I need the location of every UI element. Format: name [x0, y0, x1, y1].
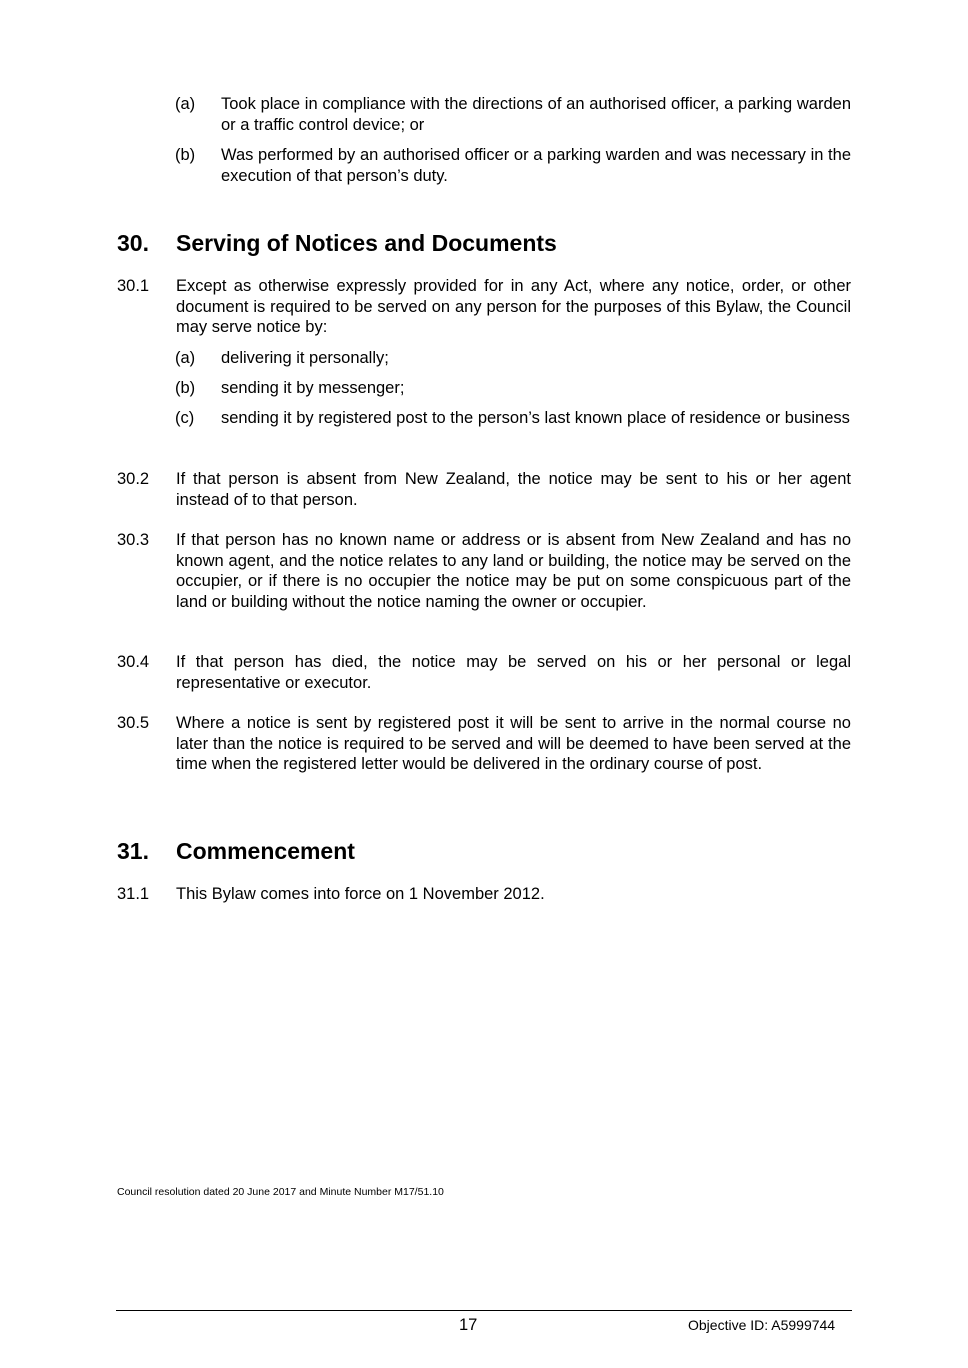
clause-number: 30.5: [117, 714, 150, 732]
item-label: (c): [175, 409, 195, 427]
clause-31-1: [117, 884, 851, 905]
section-number: 31.: [117, 838, 149, 864]
item-label: (b): [175, 146, 196, 164]
clause-number: 30.1: [117, 277, 150, 295]
footnote: Council resolution dated 20 June 2017 and Minute Number M17/51.10: [117, 1186, 444, 1198]
intro-item-a: [175, 94, 851, 135]
clause-number: 31.1: [117, 885, 150, 903]
section-number: 30.: [117, 230, 149, 256]
clause-30-1-item-b: [175, 378, 851, 399]
intro-item-b: [175, 145, 851, 186]
objective-id: Objective ID: A5999744: [688, 1317, 836, 1333]
clause-30-1-item-c: [175, 408, 851, 429]
clause-text: If that person is absent from New Zealand, the notice may be sent to his or her agent instead of to that person.: [176, 470, 851, 509]
clause-number: 30.3: [117, 531, 150, 549]
item-label: (a): [175, 349, 196, 367]
clause-30-4: [117, 652, 851, 693]
clause-30-2: [117, 469, 851, 510]
clause-text: Where a notice is sent by registered post it will be sent to arrive in the normal course no later than the notice is required to be served and will be deemed to have been served at the time when the registered letter would be delivered in the ordinary course of post.: [176, 714, 851, 773]
clause-text: If that person has died, the notice may be served on his or her personal or legal representative or executor.: [176, 653, 851, 692]
clause-number: 30.2: [117, 470, 150, 488]
item-label: (b): [175, 379, 196, 397]
item-label: (a): [175, 95, 196, 113]
item-text: sending it by registered post to the person’s last known place of residence or business: [221, 409, 850, 427]
item-text: Was performed by an authorised officer or a parking warden and was necessary in the execution of that person’s duty.: [221, 146, 851, 185]
clause-30-1: [117, 276, 851, 338]
section-title: Commencement: [176, 838, 355, 864]
section-title: Serving of Notices and Documents: [176, 230, 557, 256]
clause-30-3: [117, 530, 851, 612]
item-text: sending it by messenger;: [221, 379, 405, 397]
clause-number: 30.4: [117, 653, 150, 671]
clause-30-1-item-a: [175, 348, 851, 369]
footer-divider: [116, 1310, 852, 1311]
item-text: Took place in compliance with the directions of an authorised officer, a parking warden or a traffic control device; or: [221, 95, 851, 134]
clause-text: If that person has no known name or address or is absent from New Zealand and has no known agent, and the notice relates to any land or building, the notice may be served on the occupier, or if there is no occupier the notice may be put on some conspicuous part of the land or building without the notice naming the owner or occupier.: [176, 531, 851, 611]
page-number: 17: [459, 1316, 478, 1334]
clause-text: This Bylaw comes into force on 1 November 2012.: [176, 885, 545, 903]
item-text: delivering it personally;: [221, 349, 389, 367]
clause-text: Except as otherwise expressly provided for in any Act, where any notice, order, or other document is required to be served on any person for the purposes of this Bylaw, the Council may serve notice by:: [176, 277, 851, 336]
clause-30-5: [117, 713, 851, 775]
